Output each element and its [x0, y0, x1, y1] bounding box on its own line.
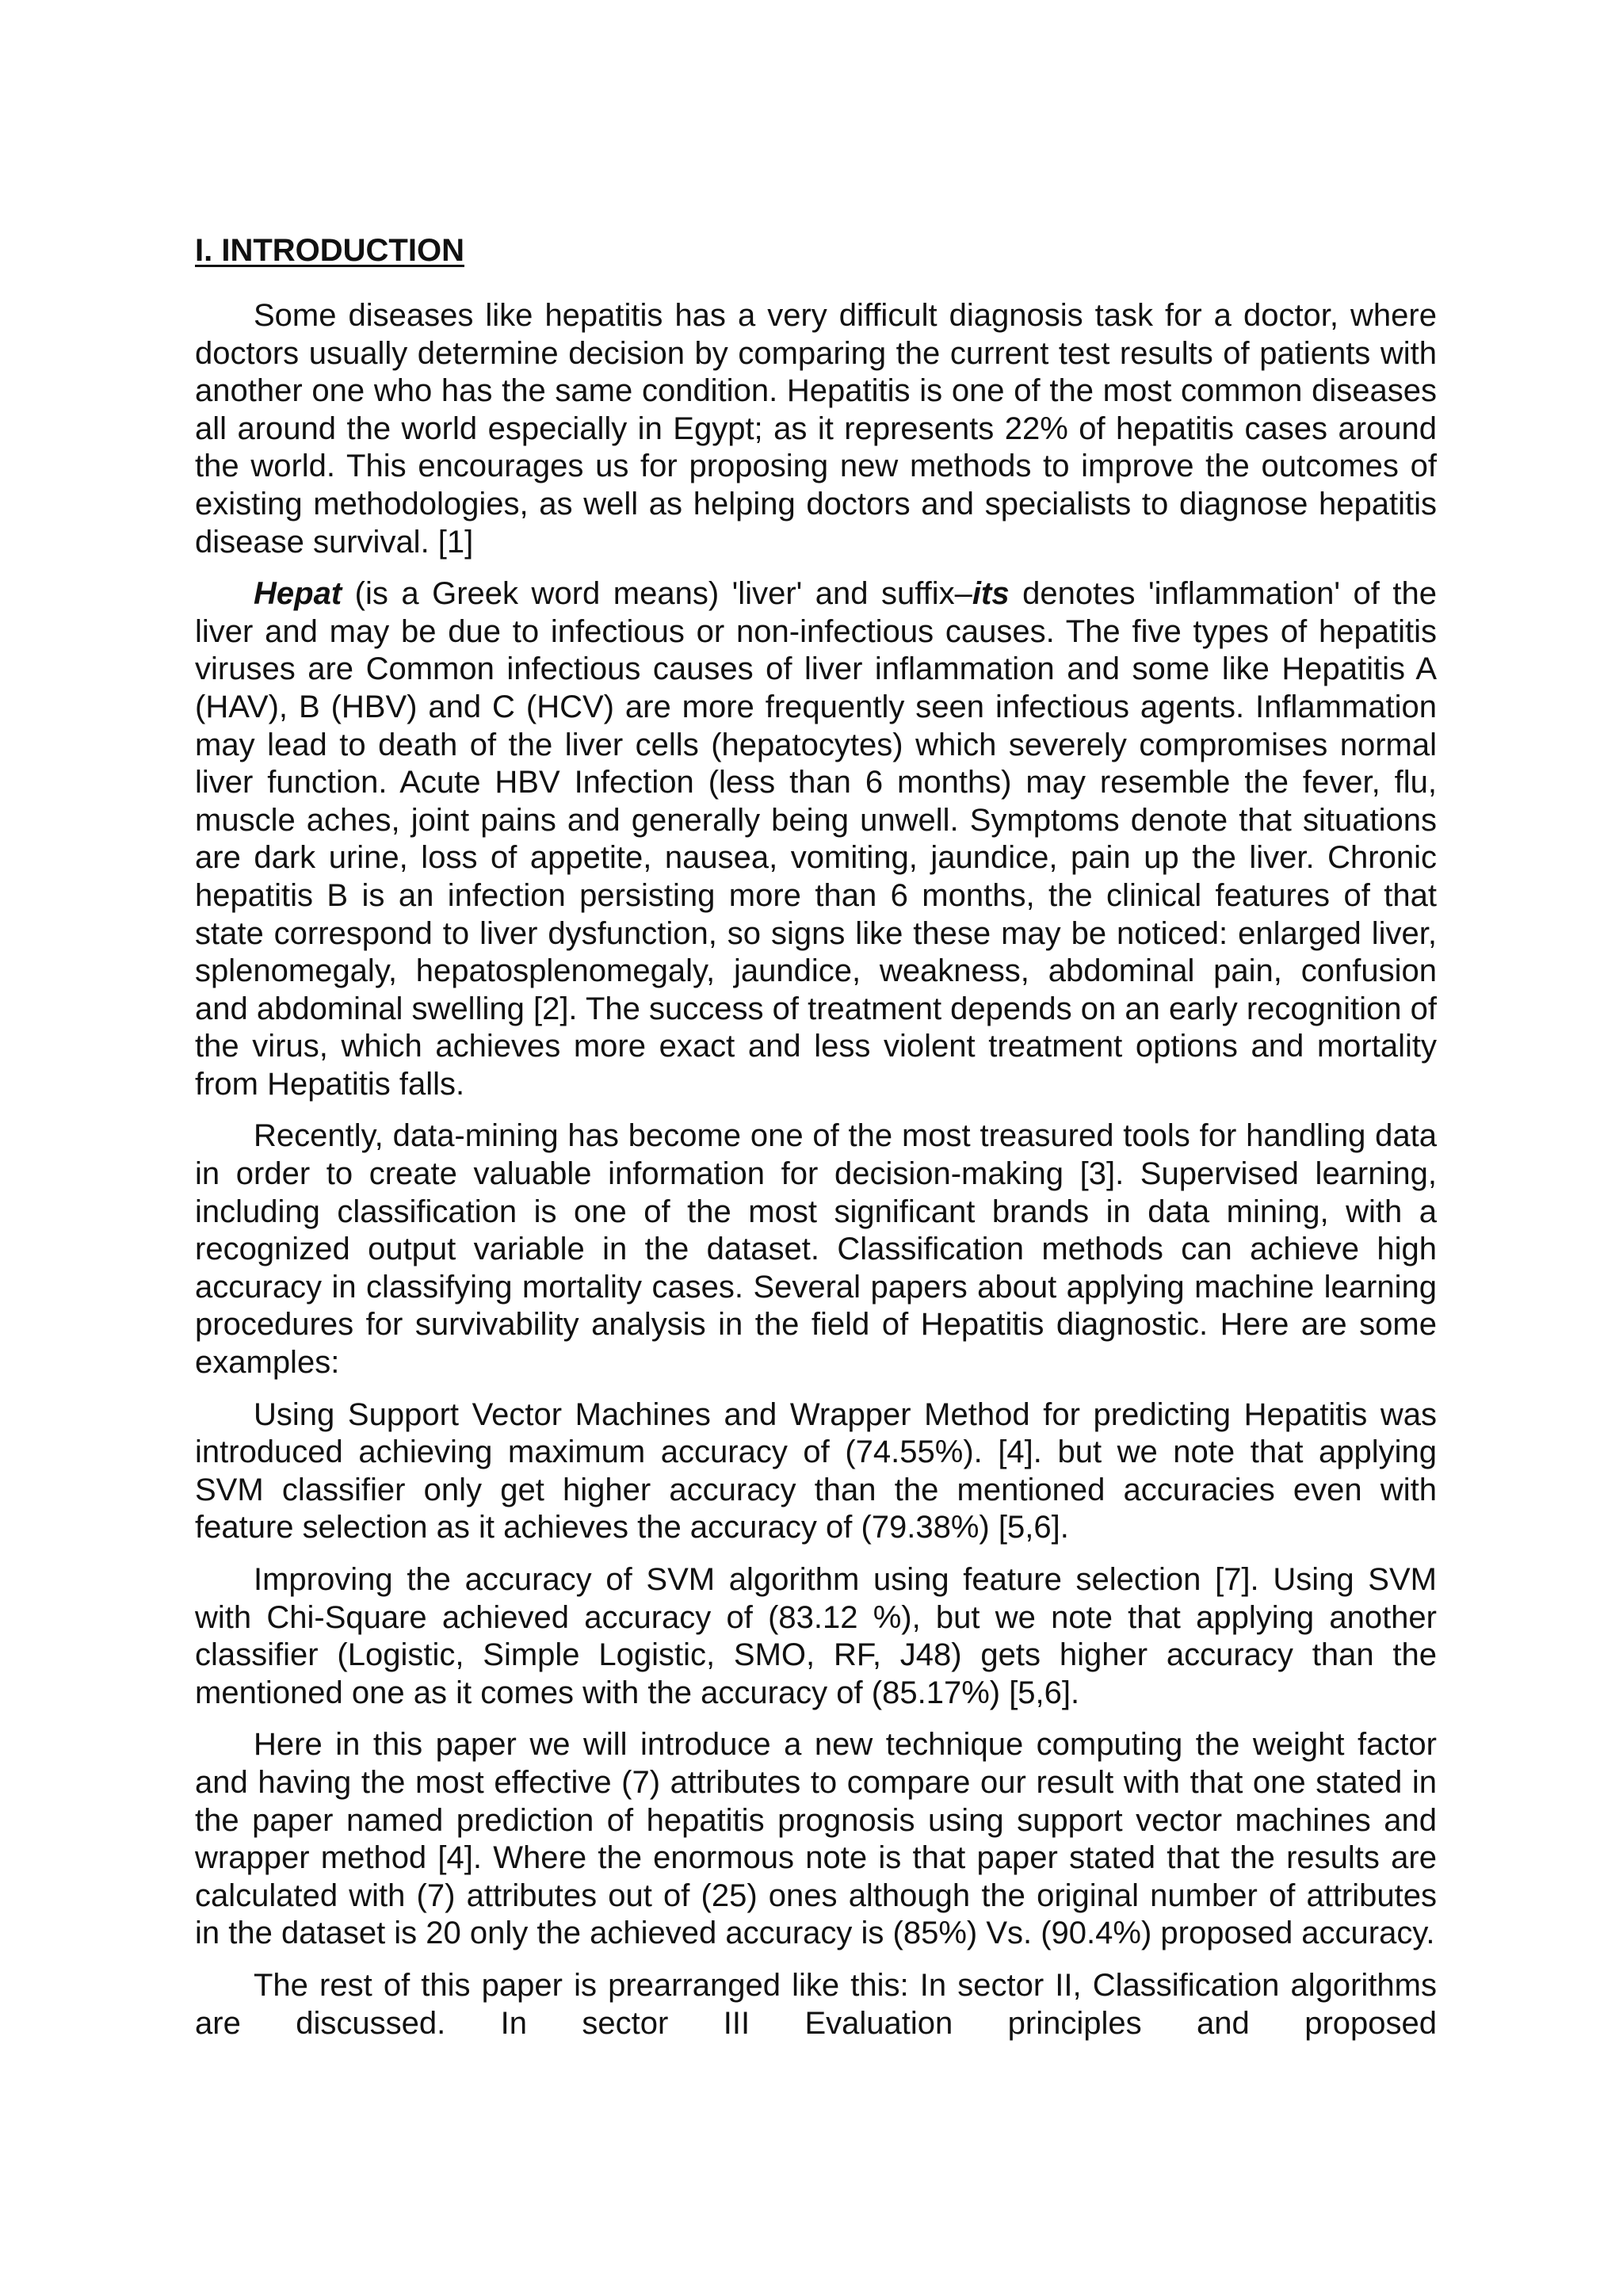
section-heading: I. INTRODUCTION — [195, 233, 464, 268]
paragraph-4: Using Support Vector Machines and Wrapper Method for predicting Hepatitis was introduced achieving maximum accuracy of (74.55%). [4]. but we note that applying SVM classifier only get higher accuracy than the mentioned accuracies even with feature selection as it achieves the accuracy of (79.38%) [5,6]. — [195, 1396, 1437, 1545]
term-hepat: Hepat — [254, 576, 342, 612]
paragraph-2-text-b: denotes 'inflammation' of the liver and may be due to infectious or non-infectious causes. The five types of hepatitis viruses are Common infectious causes of liver inflammation and some like Hepatitis A (HAV), B (HBV) and C (HCV) are more frequently seen infectious agents. Inflammation may lead to death of the liver cells (hepatocytes) which severely compromises normal liver function. Acute HBV Infection (less than 6 months) may resemble the fever, flu, muscle aches, joint pains and generally being unwell. Symptoms denote that situations are dark urine, loss of appetite, nausea, vomiting, jaundice, pain up the liver. Chronic hepatitis B is an infection persisting more than 6 months, the clinical features of that state correspond to liver dysfunction, so signs like these may be noticed: enlarged liver, splenomegaly, hepatosplenomegaly, jaundice, weakness, abdominal pain, confusion and abdominal swelling [2]. The success of treatment depends on an early recognition of the virus, which achieves more exact and less violent treatment options and mortality from Hepatitis falls. — [195, 576, 1437, 1102]
paragraph-5: Improving the accuracy of SVM algorithm using feature selection [7]. Using SVM with Chi-Square achieved accuracy of (83.12 %), but we note that applying another classifier (Logistic, Simple Logistic, SMO, RF, J48) gets higher accuracy than the mentioned one as it comes with the accuracy of (85.17%) [5,6]. — [195, 1562, 1437, 1710]
paragraph-1: Some diseases like hepatitis has a very difficult diagnosis task for a doctor, where doctors usually determine decision by comparing the current test results of patients with another one who has the same condition. Hepatitis is one of the most common diseases all around the world especially in Egypt; as it represents 22% of hepatitis cases around the world. This encourages us for proposing new methods to improve the outcomes of existing methodologies, as well as helping doctors and specialists to diagnose hepatitis disease survival. [1] — [195, 298, 1437, 560]
term-its: its — [972, 576, 1010, 612]
paragraph-2-text-a: (is a Greek word means) 'liver' and suffix– — [342, 576, 972, 612]
paragraph-3: Recently, data-mining has become one of the most treasured tools for handling data in order to create valuable information for decision-making [3]. Supervised learning, including classification is one of the most significant brands in data mining, with a recognized output variable in the dataset. Classification methods can achieve high accuracy in classifying mortality cases. Several papers about applying machine learning procedures for survivability analysis in the field of Hepatitis diagnostic. Here are some examples: — [195, 1118, 1437, 1381]
paragraph-7: The rest of this paper is prearranged like this: In sector II, Classification algorithms are discussed. In sector III Evaluation principles and proposed — [195, 1967, 1437, 2041]
paragraph-2 — [195, 575, 1437, 1103]
introduction-body — [195, 297, 1437, 2057]
paragraph-6: Here in this paper we will introduce a new technique computing the weight factor and having the most effective (7) attributes to compare our result with that one stated in the paper named prediction of hepatitis prognosis using support vector machines and wrapper method [4]. Where the enormous note is that paper stated that the results are calculated with (7) attributes out of (25) ones although the original number of attributes in the dataset is 20 only the achieved accuracy is (85%) Vs. (90.4%) proposed accuracy. — [195, 1727, 1437, 1951]
